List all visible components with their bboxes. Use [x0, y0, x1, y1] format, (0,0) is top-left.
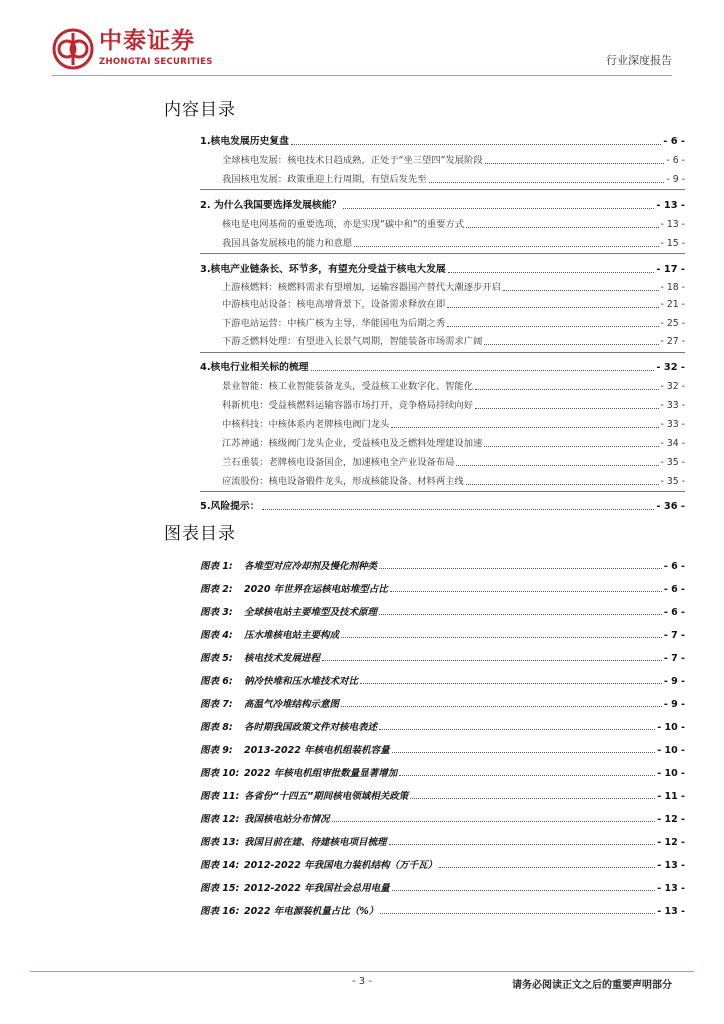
header-divider: [52, 75, 672, 76]
toc-divider: [200, 253, 685, 254]
toc-item[interactable]: 我国核电发展：政策重迎上行周期，有望后发先至 - 9 -: [222, 174, 685, 185]
toc-item[interactable]: 我国具备发展核电的能力和意愿 - 15 -: [222, 238, 685, 249]
contents-title: 内容目录: [164, 100, 236, 120]
toc-item[interactable]: 下游乏燃料处理：有望进入长景气周期，智能装备市场需求广阔 - 27 -: [222, 336, 685, 347]
toc-item[interactable]: 下游电站运营：中核广核为主导，华能国电为后期之秀 - 25 -: [222, 318, 685, 329]
zhongtai-logo-icon: [52, 28, 94, 70]
toc-section-4[interactable]: 4.核电行业相关标的梳理 - 32 -: [200, 362, 685, 373]
figure-item[interactable]: 图表 11: 各省份“十四五”期间核电领域相关政策 - 11 -: [200, 791, 685, 802]
toc-divider: [200, 352, 685, 353]
page-header: [0, 0, 724, 80]
figures-title: 图表目录: [164, 524, 236, 544]
toc-divider: [200, 189, 685, 190]
figure-item[interactable]: 图表 3: 全球核电站主要堆型及技术原理 - 6 -: [200, 607, 685, 618]
toc-section-3[interactable]: 3.核电产业链条长、环节多，有望充分受益于核电大发展 - 17 -: [200, 264, 685, 275]
figure-item[interactable]: 图表 6: 钠冷快堆和压水堆技术对比 - 9 -: [200, 676, 685, 687]
figure-item[interactable]: 图表 1: 各堆型对应冷却剂及慢化剂种类 - 6 -: [200, 561, 685, 572]
figure-item[interactable]: 图表 5: 核电技术发展进程 - 7 -: [200, 653, 685, 664]
toc-item[interactable]: 核电是电网基荷的重要选项，亦是实现“碳中和”的重要方式 - 13 -: [222, 219, 685, 230]
toc-section-1[interactable]: 1.核电发展历史复盘 - 6 -: [200, 136, 685, 147]
toc-item[interactable]: 科新机电：受益核燃料运输容器市场打开，竞争格局持续向好 - 33 -: [222, 400, 685, 411]
figure-item[interactable]: 图表 8: 各时期我国政策文件对核电表述 - 10 -: [200, 722, 685, 733]
figure-item[interactable]: 图表 14: 2012-2022 年我国电力装机结构（万千瓦） - 13 -: [200, 860, 685, 871]
figure-item[interactable]: 图表 13: 我国目前在建、待建核电项目梳理 - 12 -: [200, 837, 685, 848]
toc-item[interactable]: 江苏神通：核级阀门龙头企业，受益核电及乏燃料处理建设加速 - 34 -: [222, 438, 685, 449]
report-type: 行业深度报告: [606, 54, 672, 67]
toc-divider: [200, 491, 685, 492]
brand-name-cn: 中泰证券: [99, 28, 195, 54]
figure-item[interactable]: 图表 9: 2013-2022 年核电机组装机容量 - 10 -: [200, 745, 685, 756]
figure-item[interactable]: 图表 7: 高温气冷堆结构示意图 - 9 -: [200, 699, 685, 710]
toc-section-2[interactable]: 2. 为什么我国要选择发展核能？ - 13 -: [200, 200, 685, 211]
figure-item[interactable]: 图表 4: 压水堆核电站主要构成 - 7 -: [200, 630, 685, 641]
toc-item[interactable]: 景业智能：核工业智能装备龙头，受益核工业数字化、智能化 - 32 -: [222, 381, 685, 392]
toc-section-5[interactable]: 5.风险提示： - 36 -: [200, 501, 685, 512]
footer-divider: [30, 971, 694, 972]
toc-item[interactable]: 兰石重装：老牌核电设备国企，加速核电全产业设备布局 - 35 -: [222, 457, 685, 468]
figure-item[interactable]: 图表 2: 2020 年世界在运核电站堆型占比 - 6 -: [200, 584, 685, 595]
disclaimer: 请务必阅读正文之后的重要声明部分: [512, 980, 672, 991]
toc-item[interactable]: 中游核电站设备：核电高增背景下，设备需求释放在即 - 21 -: [222, 299, 685, 310]
brand-name-en: ZHONGTAI SECURITIES: [99, 57, 213, 67]
figure-item[interactable]: 图表 10: 2022 年核电机组审批数量显著增加 - 10 -: [200, 768, 685, 779]
toc-item[interactable]: 上游核燃料：核燃料需求有望增加，运输容器国产替代大潮逐步开启 - 18 -: [222, 282, 685, 293]
toc-item[interactable]: 应流股份：核电设备锻件龙头，形成核能设备、材料两主线 - 35 -: [222, 476, 685, 487]
figure-item[interactable]: 图表 16: 2022 年电源装机量占比（%） - 13 -: [200, 906, 685, 917]
figure-item[interactable]: 图表 15: 2012-2022 年我国社会总用电量 - 13 -: [200, 883, 685, 894]
toc-item[interactable]: 中核科技：中核体系内老牌核电阀门龙头 - 33 -: [222, 419, 685, 430]
toc-item[interactable]: 全球核电发展：核电技术日趋成熟，正处于“坐三望四”发展阶段 - 6 -: [222, 155, 685, 166]
figure-item[interactable]: 图表 12: 我国核电站分布情况 - 12 -: [200, 814, 685, 825]
page-number: - 3 -: [352, 976, 372, 987]
